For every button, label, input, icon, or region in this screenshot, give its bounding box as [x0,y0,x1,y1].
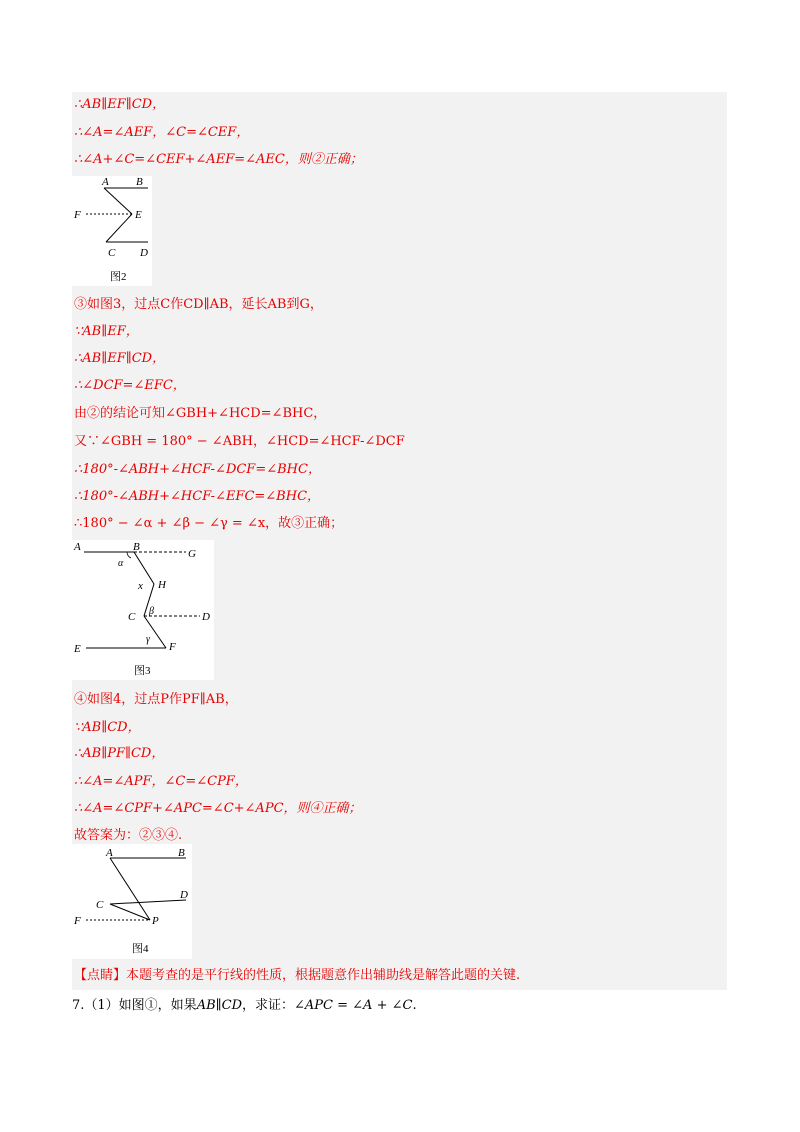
q7-suffix: . [412,998,417,1013]
fig4-label-P: P [152,915,159,927]
fig3-label-A: A [74,541,81,553]
figure-4 [72,844,192,959]
fig4-caption: 图4 [132,943,149,955]
solution-line-1: ∴AB∥EF∥CD， [74,97,166,112]
fig3-label-B: B [133,541,140,553]
fig3-label-beta: β [149,606,154,617]
q7-condition: AB∥CD [196,998,243,1013]
solution-line-3: ∴∠A+∠C=∠CEF+∠AEF=∠AEC，则②正确； [74,152,363,167]
solution-line-11: ∴180°-∠ABH+∠HCF-∠EFC=∠BHC， [74,489,321,504]
solution-line-10: ∴180°-∠ABH+∠HCF-∠DCF=∠BHC， [74,462,321,477]
fig4-label-F: F [74,915,81,927]
q7-prefix: 7.（1）如图①，如果 [72,998,197,1013]
solution-line-14: ∵AB∥CD， [74,720,141,735]
solution-line-17: ∴∠A=∠CPF+∠APC=∠C+∠APC，则④正确； [74,801,362,816]
solution-line-13: ④如图4，过点P作PF∥AB， [74,692,238,707]
fig4-label-B: B [178,847,185,859]
fig2-label-A: A [102,176,109,188]
fig3-label-gamma: γ [146,634,150,645]
figure-2 [72,176,152,286]
fig3-label-x: x [138,580,143,592]
fig3-label-G: G [188,548,196,560]
fig3-label-alpha: α [118,558,124,569]
fig4-label-A: A [106,847,113,859]
solution-line-7: ∴∠DCF=∠EFC， [74,378,186,393]
fig2-label-C: C [108,247,116,259]
solution-line-2: ∴∠A=∠AEF，∠C=∠CEF， [74,125,250,140]
question-7 [72,994,417,1013]
fig4-label-C: C [96,899,104,911]
fig3-label-D: D [202,611,210,623]
solution-line-4: ③如图3，过点C作CD∥AB，延长AB到G， [74,297,323,312]
fig3-label-E: E [74,643,81,655]
solution-line-15: ∴AB∥PF∥CD， [74,746,165,761]
fig2-label-B: B [136,176,143,188]
solution-line-8: 由②的结论可知∠GBH+∠HCD=∠BHC， [74,406,327,421]
fig4-label-D: D [180,889,188,901]
fig3-label-C: C [128,611,136,623]
fig2-label-F: F [74,209,81,221]
solution-line-12: ∴180° − ∠α + ∠β − ∠γ = ∠x，故③正确； [74,516,344,531]
figure-3 [72,540,214,680]
q7-claim: ∠APC = ∠A + ∠C [294,998,413,1013]
fig2-label-E: E [135,209,142,221]
q7-mid: ，求证： [242,998,295,1013]
solution-line-9: 又∵∠GBH = 180° − ∠ABH，∠HCD=∠HCF-∠DCF [74,434,405,449]
key-point-line: 【点睛】本题考查的是平行线的性质，根据题意作出辅助线是解答此题的关键. [74,968,521,983]
fig3-caption: 图3 [134,665,151,677]
solution-line-18: 故答案为：②③④. [74,828,183,843]
solution-line-6: ∴AB∥EF∥CD， [74,351,166,366]
solution-line-16: ∴∠A=∠APF，∠C=∠CPF， [74,774,248,789]
fig3-label-F: F [169,641,176,653]
fig3-label-H: H [158,579,166,591]
fig2-label-D: D [140,247,148,259]
fig2-caption: 图2 [110,271,127,283]
solution-line-5: ∵AB∥EF， [74,324,139,339]
